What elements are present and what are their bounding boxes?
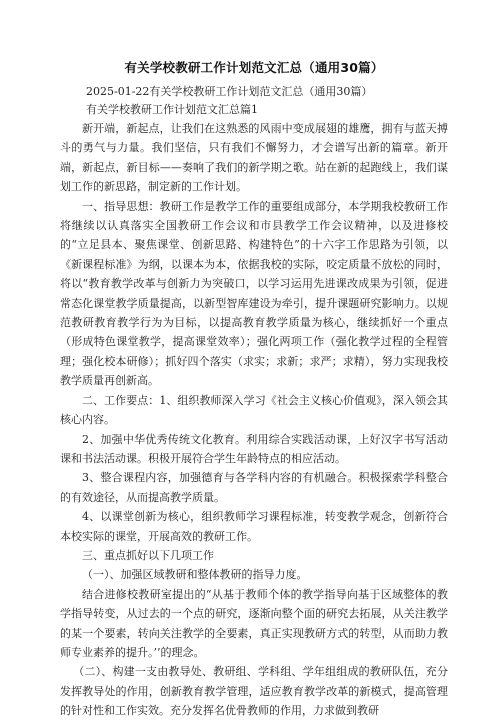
paragraph-subsection-2: （二）、构建一支由教导处、教研组、学科组、学年组组成的教研队伍，充分发挥教导处的作用，创新教育教学管理，适应教育教学改革的新模式，提高管理的针对性和工作实效。充分发挥名优骨教师的作用，力求做到教研: [60, 665, 448, 718]
date-title-line: 2025-01-22有关学校教研工作计划范文汇总（通用30篇）: [86, 85, 373, 98]
paragraph-key-work: 三、重点抓好以下几项工作: [82, 548, 214, 562]
paragraph-intro: 新开端，新起点，让我们在这熟悉的风雨中变成展翅的雄鹰，拥有与蓝天搏斗的勇气与力量。我们坚信，只有我们不懈努力，才会谱写出新的篇章。新开端，新起点，新目标——奏响了我们的新学期之歌。站在新的起跑线上，我们谋划工作的新思路，制定新的工作计划。: [60, 122, 448, 194]
paragraph-subsection-1: （一）、加强区域教研和整体教研的指导力度。: [82, 568, 308, 582]
paragraph-regional-research: 结合进修校教研室提出的“从基于教师个体的教学指导向基于区域整体的教学指导转变，从过去的一个点的研究，逐渐向整个面的研究去拓展，从关注教学的某一个要素，转向关注教学的全要素，真正实现教研方式的转型，从而助力教师专业素养的提升。’’的理念。: [60, 587, 448, 659]
paragraph-point-2: 2、加强中华优秀传统文化教育。利用综合实践活动课，上好汉字书写活动课和书法活动课。积极开展符合学生年龄特点的相应活动。: [60, 432, 448, 465]
paragraph-guiding-thought: 一、指导思想：教研工作是教学工作的重要组成部分，本学期我校教研工作将继续以认真落实全国教研工作会议和市县教学工作会议精神，以及进修校的“立足县本、聚焦课堂、创新思路、构建特色”的十六字工作思路为引领，以《新课程标准》为纲，以课本为本，依据我校的实际，咬定质量不放松的同时，将以“教育教学改革与创新力为突破口，以学习运用先进课改成果为引领，促进常态化课堂教学质量提高，以新型智库建设为牵引，提升课题研究影响力。以规范教研教育教学行为为目标，以提高教育教学质量为核心，继续抓好一个重点（形成特色课堂教学，提高课堂效率）；强化两项工作（强化教学过程的全程管理；强化校本研修）；抓好四个落实（求实；求新；求严；求精），努力实现我校教学质量再创新高。: [60, 199, 448, 388]
section-heading: 有关学校教研工作计划范文汇总篇1: [86, 103, 258, 116]
paragraph-work-points: 二、工作要点：1、组织教师深入学习《社会主义核心价值观》，深入领会其核心内容。: [60, 393, 448, 427]
document-title: 有关学校教研工作计划范文汇总（通用30篇）: [124, 60, 384, 75]
paragraph-point-4: 4、以课堂创新为核心，组织教师学习课程标准，转变教学观念，创新符合本校实际的课堂，开展高效的教研工作。: [60, 510, 448, 543]
paragraph-point-3: 3、整合课程内容，加强德育与各学科内容的有机融合。积极探索学科整合的有效途径，从而提高教学质量。: [60, 471, 448, 504]
